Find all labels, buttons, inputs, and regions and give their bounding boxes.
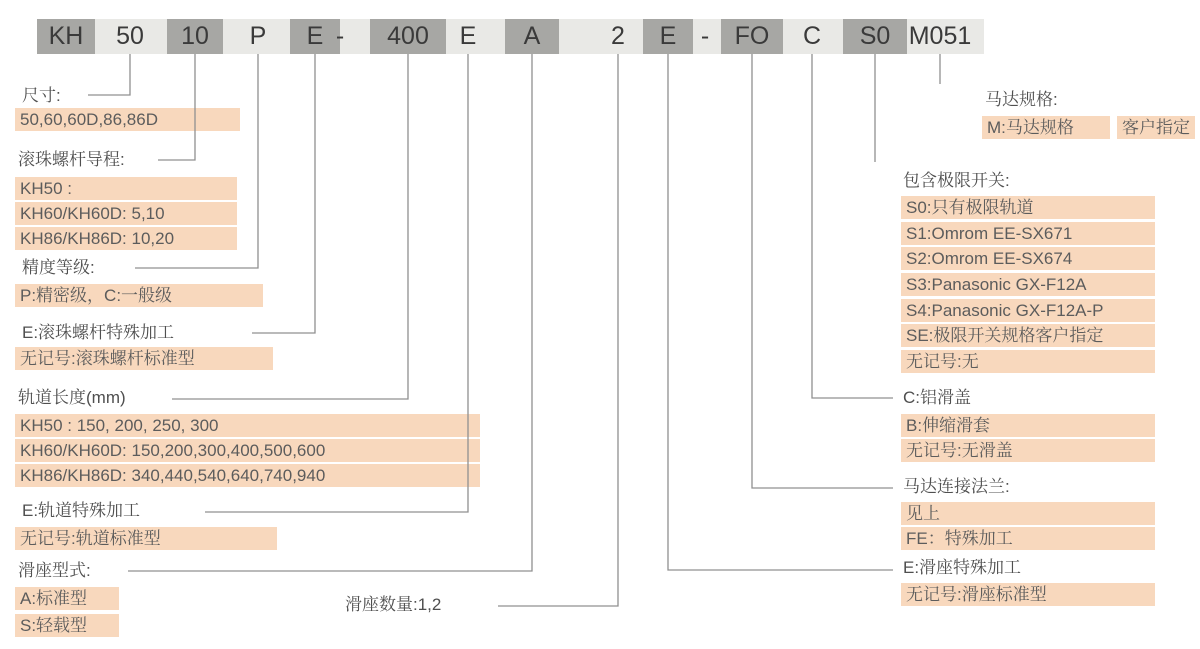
callout-label-limit-switch: 包含极限开关: — [903, 171, 1010, 190]
model-segment-rail-e: E — [459, 22, 477, 50]
callout-option: KH86/KH86D: 340,440,540,640,740,940 — [15, 464, 480, 487]
model-number-bar — [38, 19, 984, 54]
model-segment-screw-e: E — [290, 19, 340, 54]
callout-option: S2:Omrom EE-SX674 — [901, 247, 1155, 270]
callout-option: 50,60,60D,86,86D — [15, 108, 240, 131]
callout-label-size: 尺寸: — [22, 86, 61, 105]
callout-option: KH86/KH86D: 10,20 — [15, 227, 237, 250]
callout-label-motor-flange: 马达连接法兰: — [903, 477, 1010, 496]
callout-label-slider-special: E:滑座特殊加工 — [903, 558, 1022, 577]
callout-option: 无记号:无 — [901, 350, 1155, 373]
callout-label-rail-special: E:轨道特殊加工 — [22, 501, 141, 520]
model-segment-slider-qty: 2 — [611, 22, 625, 50]
callout-option: S1:Omrom EE-SX671 — [901, 222, 1155, 245]
callout-label-ball-screw-special: E:滚珠螺杆特殊加工 — [22, 323, 175, 342]
model-segment-switch: S0 — [843, 19, 907, 54]
callout-label-motor-spec: 马达规格: — [985, 90, 1058, 109]
callout-option: P:精密级，C:一般级 — [15, 284, 263, 307]
model-segment-length: 400 — [370, 19, 446, 54]
model-segment-dash1: - — [335, 22, 345, 50]
callout-option: KH50 : 150, 200, 250, 300 — [15, 414, 480, 437]
callout-option: SE:极限开关规格客户指定 — [901, 324, 1155, 347]
model-segment-kh: KH — [37, 19, 95, 54]
model-segment-slider-type: A — [505, 19, 559, 54]
callout-label-slider-type: 滑座型式: — [18, 561, 91, 580]
model-segment-flange: FO — [721, 19, 783, 54]
callout-option: KH60/KH60D: 150,200,300,400,500,600 — [15, 439, 480, 462]
callout-option: 见上 — [901, 502, 1155, 525]
callout-label-accuracy-grade: 精度等级: — [22, 258, 95, 277]
model-segment-cover: C — [802, 22, 822, 50]
callout-label-slide-cover: C:铝滑盖 — [903, 388, 971, 407]
callout-option: 无记号:滑座标准型 — [901, 583, 1155, 606]
model-segment-size: 50 — [116, 22, 144, 50]
callout-option: S:轻载型 — [15, 614, 119, 637]
callout-option: A:标准型 — [15, 587, 119, 610]
callout-label-slider-qty: 滑座数量:1,2 — [345, 595, 442, 614]
model-segment-accuracy: P — [249, 22, 267, 50]
callout-option: S3:Panasonic GX-F12A — [901, 273, 1155, 296]
model-segment-motor: M051 — [908, 22, 972, 50]
model-segment-dash2: - — [700, 22, 710, 50]
callout-option: KH50 : — [15, 177, 237, 200]
callout-option: 无记号:滚珠螺杆标准型 — [15, 347, 273, 370]
callout-option: S0:只有极限轨道 — [901, 196, 1155, 219]
model-segment-lead: 10 — [167, 19, 223, 54]
callout-label-ball-screw-lead: 滚珠螺杆导程: — [18, 150, 125, 169]
callout-option: FE：特殊加工 — [901, 527, 1155, 550]
callout-option: 无记号:无滑盖 — [901, 439, 1155, 462]
callout-option: 无记号:轨道标准型 — [15, 527, 277, 550]
callout-option: M:马达规格 — [982, 116, 1110, 139]
callout-option: KH60/KH60D: 5,10 — [15, 202, 237, 225]
model-segment-slider-e: E — [643, 19, 693, 54]
callout-label-rail-length: 轨道长度(mm) — [18, 388, 126, 407]
callout-option: 客户指定 — [1117, 116, 1195, 139]
callout-option: B:伸缩滑套 — [901, 414, 1155, 437]
callout-option: S4:Panasonic GX-F12A-P — [901, 299, 1155, 322]
